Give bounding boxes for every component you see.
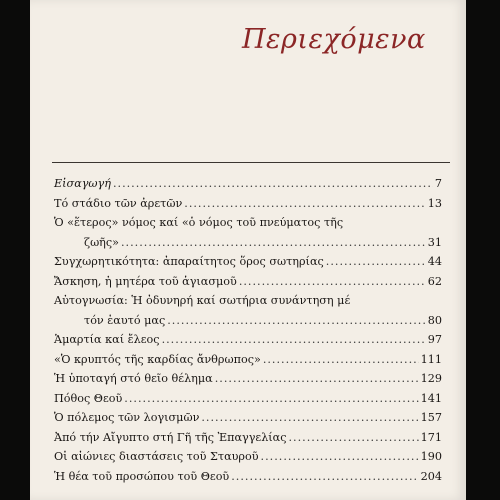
toc-leader-dots bbox=[289, 428, 419, 448]
table-of-contents bbox=[54, 174, 442, 486]
toc-entry-title-continued: ζωῆς» bbox=[84, 235, 119, 249]
divider-rule bbox=[52, 162, 450, 163]
toc-entry-title-continued: τόν ἑαυτό μας bbox=[84, 313, 166, 327]
toc-entry-title: «Ὁ κρυπτός τῆς καρδίας ἄνθρωπος» bbox=[54, 352, 261, 366]
toc-entry-page: 141 bbox=[420, 391, 442, 405]
toc-entry-title: Ὁ «ἕτερος» νόμος καί «ὁ νόμος τοῦ πνεύματος τῆς bbox=[54, 216, 344, 229]
toc-entry-page: 204 bbox=[420, 469, 442, 483]
toc-entry-title: Τό στάδιο τῶν ἀρετῶν bbox=[54, 196, 183, 210]
toc-entry bbox=[54, 330, 442, 350]
toc-entry-page: 62 bbox=[427, 274, 442, 288]
toc-leader-dots bbox=[113, 174, 433, 194]
toc-entry-title: Ἡ θέα τοῦ προσώπου τοῦ Θεοῦ bbox=[54, 469, 230, 483]
book-page bbox=[30, 0, 466, 500]
toc-entry-title: Πόθος Θεοῦ bbox=[54, 391, 123, 405]
toc-entry bbox=[54, 272, 442, 292]
toc-entry-page: 97 bbox=[427, 333, 442, 346]
toc-entry bbox=[54, 252, 442, 272]
toc-entry-page: 44 bbox=[427, 255, 442, 268]
toc-entry-title: Συγχωρητικότητα: ἀπαραίτητος ὅρος σωτηρίας bbox=[54, 255, 324, 268]
toc-entry bbox=[54, 369, 442, 389]
toc-leader-dots bbox=[326, 252, 426, 272]
toc-entry bbox=[54, 408, 442, 428]
toc-entry-page: 7 bbox=[434, 177, 442, 190]
toc-entry-page: 129 bbox=[420, 372, 442, 385]
toc-leader-dots bbox=[162, 330, 426, 350]
show-through-text bbox=[30, 0, 230, 150]
toc-leader-dots bbox=[201, 408, 418, 428]
toc-leader-dots bbox=[261, 447, 419, 467]
toc-leader-dots bbox=[124, 389, 418, 409]
toc-entry-page: 190 bbox=[420, 450, 442, 463]
toc-entry-title: Αὐτογνωσία: Ἡ ὀδυνηρή καί σωτήρια συνάντηση μέ bbox=[54, 294, 351, 307]
toc-entry-page: 80 bbox=[427, 313, 442, 327]
toc-leader-dots bbox=[239, 272, 426, 292]
toc-entry bbox=[54, 389, 442, 409]
toc-entry-title: Ἄσκηση, ἡ μητέρα τοῦ ἁγιασμοῦ bbox=[54, 274, 237, 288]
toc-entry-title: Οἱ αἰώνιες διαστάσεις τοῦ Σταυροῦ bbox=[54, 450, 259, 463]
toc-leader-dots bbox=[215, 369, 419, 389]
toc-entry-page: 171 bbox=[420, 430, 442, 444]
toc-entry-page: 13 bbox=[427, 196, 442, 210]
toc-entry-title: Ἀπό τήν Αἴγυπτο στή Γῆ τῆς Ἐπαγγελίας bbox=[54, 430, 287, 444]
toc-entry-title: Ἁμαρτία καί ἔλεος bbox=[54, 333, 160, 346]
toc-entry bbox=[54, 447, 442, 467]
toc-entry bbox=[54, 194, 442, 214]
toc-entry-page: 111 bbox=[420, 352, 442, 366]
toc-leader-dots bbox=[121, 233, 426, 253]
toc-entry-page: 31 bbox=[427, 235, 442, 249]
toc-entry bbox=[54, 467, 442, 487]
toc-entry bbox=[54, 428, 442, 448]
toc-leader-dots bbox=[184, 194, 425, 214]
toc-entry bbox=[54, 213, 442, 252]
toc-entry bbox=[54, 174, 442, 194]
toc-entry-title: Εἰσαγωγή bbox=[54, 177, 111, 190]
toc-leader-dots bbox=[263, 350, 419, 370]
toc-entry-title: Ὁ πόλεμος τῶν λογισμῶν bbox=[54, 411, 200, 424]
toc-entry-page: 157 bbox=[420, 411, 442, 424]
toc-entry bbox=[54, 291, 442, 330]
toc-entry-title: Ἡ ὑποταγή στό θεῖο θέλημα bbox=[54, 372, 213, 385]
page-title: Περιεχόμενα bbox=[242, 24, 426, 55]
toc-entry bbox=[54, 350, 442, 370]
toc-leader-dots bbox=[231, 467, 418, 487]
toc-leader-dots bbox=[167, 311, 426, 331]
